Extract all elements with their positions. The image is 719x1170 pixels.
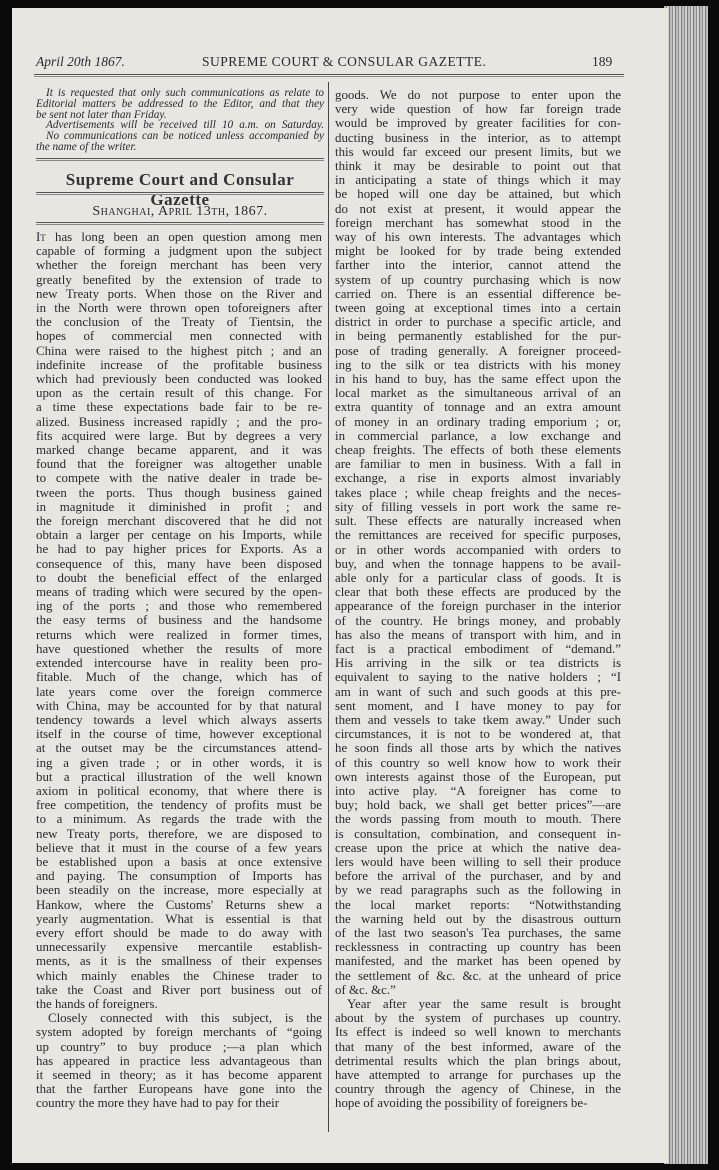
article-line: have attempted to arrange for purchases up the — [335, 1068, 621, 1083]
article-line: pose of trading generally. A foreigner proceed- — [335, 343, 621, 358]
article-line: His arriving in the silk or tea districts is — [335, 656, 621, 671]
article-line: of money in an ordinary trading emporium ; or, — [335, 414, 621, 429]
article-line: circumstances, it is not to be wondered at, that — [335, 727, 621, 742]
article-line: be hoped will one day be attained, but which — [335, 187, 621, 202]
article-line: to a minimum. As regards the trade with the — [36, 812, 322, 827]
article-line: manifested, and the market has been opened by — [335, 954, 621, 969]
article-line: think it may be desirable to point out that — [335, 159, 621, 174]
dateline: Shanghai, April 13th, 1867. — [92, 204, 268, 219]
article-line: China were raised to the highest pitch ; and an — [36, 343, 322, 358]
article-line: district in order to purchase a specific article, and — [335, 315, 621, 330]
article-line: way of his own interests. The advantages which — [335, 230, 621, 245]
article-line: greatly benefited by the extension of trade to — [36, 272, 322, 287]
article-line: the warning held out by the disastrous outturn — [335, 911, 621, 926]
article-line: tendency towards a level which always asserts — [36, 712, 322, 727]
article-line: capable of forming a judgment upon the subject — [36, 244, 322, 259]
article-line: the settlement of &c. &c. at the unheard of price — [335, 968, 621, 983]
article-line: yearly augmentation. What is essential is that — [36, 911, 322, 926]
article-line: be established upon a basis at once extensive — [36, 854, 322, 869]
article-line: exchange, a rise in exports almost invariably — [335, 471, 621, 486]
article-line: ing of the ports ; and those who remembered — [36, 599, 322, 614]
article-line: appearance of the foreign purchaser in the interior — [335, 599, 621, 614]
article-line: believe that it must in the course of a few years — [36, 840, 322, 855]
article-line: in his hand to buy, has the same effect upon the — [335, 372, 621, 387]
article-line: local market as the simultaneous arrival of an — [335, 386, 621, 401]
masthead-rule — [36, 192, 324, 195]
article-line: that the farther Europeans have gone into the — [36, 1082, 322, 1097]
running-header — [12, 54, 668, 74]
article-line: It has long been an open question among men — [36, 230, 322, 244]
article-line: fitable. Much of the change, which has of — [36, 670, 322, 685]
article-line: but a practical illustration of the well known — [36, 769, 322, 784]
article-line: am in want of such and such goods at this pre- — [335, 684, 621, 699]
article-line: has appeared in practice less advantageous than — [36, 1053, 322, 1068]
article-line: in being permanently established for the pur- — [335, 329, 621, 344]
notice-line: be sent not later than Friday. — [36, 108, 167, 121]
article-line: in commercial parlance, a low exchange and — [335, 428, 621, 443]
article-line: of the last two season's Tea purchases, the same — [335, 925, 621, 940]
article-line: the hands of foreigners. — [36, 996, 158, 1011]
article-line: fact is a practical embodiment of “demand.” — [335, 641, 621, 656]
article-line: about by the system of purchases up country. — [335, 1011, 621, 1026]
article-line: take the Coast and River port business out of — [36, 982, 322, 997]
article-line: hope of avoiding the possibility of foreigners be- — [335, 1096, 588, 1111]
article-left-column — [36, 230, 322, 1111]
article-line: Closely connected with this subject, is the — [48, 1011, 322, 1026]
article-line: new Treaty ports. When those on the River and — [36, 286, 322, 301]
page-number: 189 — [592, 54, 613, 69]
column-divider — [328, 82, 329, 1132]
article-line: at the outset may be the circumstances attend- — [36, 741, 322, 756]
article-line: that many of the best informed, aware of the — [335, 1039, 621, 1054]
article-line: which had previously been conducted was looked — [36, 372, 322, 387]
page-edge-stack — [664, 6, 708, 1164]
article-line: in anticipating a state of things which it may — [335, 173, 621, 188]
article-line: able only for a particular class of goods. It is — [335, 570, 621, 585]
article-line: a time these expectations bade fair to be re- — [36, 400, 322, 415]
article-line: of &c. &c.” — [335, 982, 396, 997]
notice-line: Editorial matters be addressed to the Editor, and that they — [36, 97, 324, 110]
article-line: he had to pay higher prices for Exports. As a — [36, 542, 322, 557]
article-line: crease upon the price at which the native dea- — [335, 840, 621, 855]
newspaper-page — [12, 8, 668, 1163]
article-line: free competition, the tendency of profits must be — [36, 798, 322, 813]
article-line: them and vessels to take tkem away.” Under such — [335, 712, 621, 727]
article-line: tween the ports. Thus though business gained — [36, 485, 322, 500]
article-line: might be looked for by trade being extended — [335, 244, 621, 259]
article-line: carried on. There is an essential difference be- — [335, 286, 621, 301]
article-line: sity of filling vessels in port work the same re- — [335, 499, 621, 514]
article-line: marked change became apparent, and it was — [36, 443, 322, 458]
article-line: means of trading which were secured by the open- — [36, 585, 322, 600]
article-line: the remittances are received for specific purposes, — [335, 528, 621, 543]
article-line: of this country so well know how to work their — [335, 755, 621, 770]
article-line: have questioned whether the results of more — [36, 641, 322, 656]
article-line: with China, may be accounted for by that natural — [36, 698, 322, 713]
article-line: to doubt the beneficial effect of the enlarged — [36, 570, 322, 585]
article-line: in the North were thrown open toforeigners after — [36, 301, 322, 316]
article-line: axiom in political economy, that where there is — [36, 783, 322, 798]
article-line: the conclusion of the Treaty of Tientsin, the — [36, 315, 322, 330]
article-line: own interests against those of the European, put — [335, 769, 621, 784]
article-line: system adopted by foreign merchants of “going — [36, 1025, 322, 1040]
article-line: are familiar to men in business. With a fall in — [335, 457, 621, 472]
article-line: ing a given trade ; or in other words, it is — [36, 755, 322, 770]
notice-line: the name of the writer. — [36, 140, 137, 153]
article-line: the local market reports: “Notwithstanding — [335, 897, 621, 912]
article-line: goods. We do not purpose to enter upon the — [335, 88, 621, 102]
article-line: recklessness in contracting up country has been — [335, 940, 621, 955]
article-line: into active play. “A foreigner has come to — [335, 783, 621, 798]
article-line: the words passing from mouth to mouth. There — [335, 812, 621, 827]
article-line: sult. These effects are naturally increased when — [335, 514, 621, 529]
article-line: found that the foreigner was altogether unable — [36, 457, 322, 472]
article-line: ments, as it is the smallness of their expenses — [36, 954, 322, 969]
article-line: Its effect is indeed so well known to merchants — [335, 1025, 621, 1040]
notice-line: Advertisements will be received till 10 a.m. on Saturday. — [46, 119, 324, 132]
article-line: buy, and when the tonnage happens to be avail- — [335, 556, 621, 571]
article-line: alized. Business increased rapidly ; and the pro- — [36, 414, 322, 429]
header-title: SUPREME COURT & CONSULAR GAZETTE. — [202, 54, 487, 69]
article-line: buy; hold back, we shall get better prices”—are — [335, 798, 621, 813]
article-line: unnecessarily expensive mercantile establish- — [36, 940, 322, 955]
header-rule — [34, 74, 624, 77]
article-line: in magnitude it diminished in profit ; and — [36, 499, 322, 514]
article-line: itself in the course of time, however exceptional — [36, 727, 322, 742]
article-line: which mainly enables the Chinese trader to — [36, 968, 322, 983]
article-line: tween going at exceptional times into a certain — [335, 301, 621, 316]
article-right-column — [335, 88, 621, 1111]
article-line: late years come over the foreign commerce — [36, 684, 322, 699]
article-line: or in other words accompanied with orders to — [335, 542, 621, 557]
masthead: Supreme Court and Consular Gazette — [65, 170, 295, 209]
article-line: system of up country purchasing which is now — [335, 272, 621, 287]
article-line: clear that both these effects are produced by the — [335, 585, 621, 600]
article-line: and paying. The consumption of Imports has — [36, 869, 322, 884]
article-line: been steadily on the increase, more especially at — [36, 883, 322, 898]
article-line: it seemed in theory; as it has become apparent — [36, 1067, 322, 1082]
article-line: cheap freights. The effects of both these elements — [335, 443, 621, 458]
article-line: extended intercourse have in reality been pro- — [36, 656, 322, 671]
article-line: foreign merchant has somewhat stood in the — [335, 215, 621, 230]
article-line: ing to the silk or tea districts with his money — [335, 357, 621, 372]
article-line: the foreign merchant discovered that he did not — [36, 514, 322, 529]
article-line: whether the foreign merchant has been very — [36, 258, 322, 273]
article-line: returns which were realized in former times, — [36, 627, 322, 642]
article-line: equivalent to saying to the native holders ; “I — [335, 670, 621, 685]
article-line: country the more they have had to pay for their — [36, 1096, 280, 1111]
article-line: do not exist at present, it would appear the — [335, 201, 621, 216]
article-line: takes place ; while cheap freights and the neces- — [335, 485, 621, 500]
article-line: up country” to buy produce ;—a plan which — [36, 1039, 322, 1054]
article-line: hopes of commercial men connected with — [36, 329, 322, 344]
article-line: country through the agency of Chinese, in the — [335, 1082, 621, 1097]
article-line: the easy terms of business and the handsome — [36, 613, 322, 628]
article-line: new Treaty ports, therefore, we are disposed to — [36, 826, 322, 841]
article-line: indefinite increase of the profitable business — [36, 357, 322, 372]
article-line: this would far exceed our present limits, but we — [335, 144, 621, 159]
editorial-notice — [36, 88, 324, 153]
article-line: to compete with the native dealer in trade be- — [36, 471, 322, 486]
header-date: April 20th 1867. — [36, 54, 125, 69]
dateline-rule — [36, 222, 324, 225]
article-line: has also the means of transport with him, and in — [335, 627, 621, 642]
article-line: fits acquired were large. But by degrees a very — [36, 428, 322, 443]
notice-line: It is requested that only such communications as relate to — [46, 87, 324, 99]
article-line: upon as the certain result of this change. For — [36, 386, 322, 401]
article-line: consequence of this, many have been disposed — [36, 556, 322, 571]
article-line: before the arrival of the purchaser, and by and — [335, 869, 621, 884]
article-line: of the country. He brings money, and probably — [335, 613, 621, 628]
article-line: farther into the interior, cannot attend the — [335, 258, 621, 273]
article-line: lers would have been willing to sell their produce — [335, 854, 621, 869]
article-line: is consultation, combination, and consequent in- — [335, 826, 621, 841]
article-line: sent moment, and I have money to pay for — [335, 698, 621, 713]
notice-rule — [36, 158, 324, 161]
article-line: would be improved by greater facilities for con- — [335, 116, 621, 131]
article-line: extra quantity of tonnage and an extra amount — [335, 400, 621, 415]
article-line: Year after year the same result is brought — [347, 997, 621, 1011]
notice-line: No communications can be noticed unless accompanied by — [46, 130, 324, 143]
article-line: very wide question of how far foreign trade — [335, 102, 621, 117]
article-line: by we read paragraphs such as the following in — [335, 883, 621, 898]
article-line: he soon finds all those arts by which the natives — [335, 741, 621, 756]
article-line: obtain a larger per centage on his Imports, while — [36, 528, 322, 543]
article-line: ducting business in the interior, as to attempt — [335, 130, 621, 145]
article-line: Hankow, where the Customs' Returns shew a — [36, 897, 322, 912]
article-line: detrimental results which the plan brings about, — [335, 1053, 621, 1068]
article-line: every effort should be made to do away with — [36, 925, 322, 940]
